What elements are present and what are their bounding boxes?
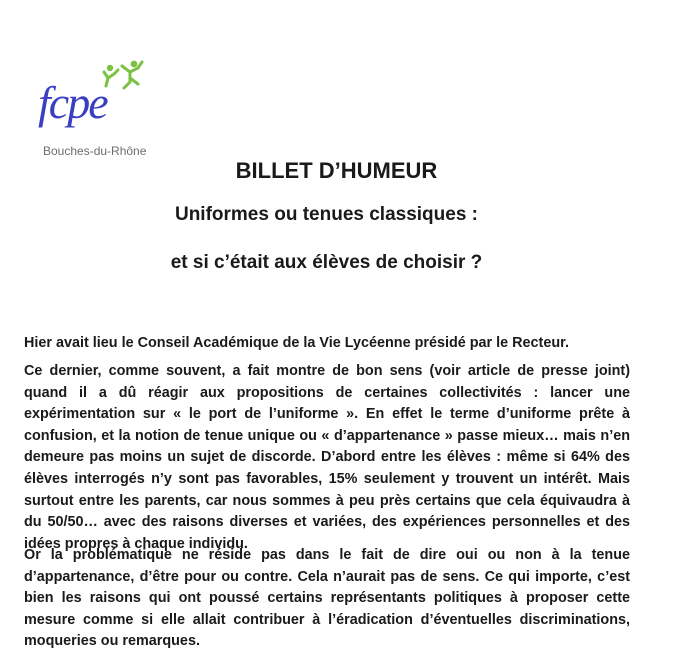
fcpe-logo-graphic xyxy=(38,56,178,146)
page-title: BILLET D’HUMEUR xyxy=(235,158,438,183)
page-subtitle-line1: Uniformes ou tenues classiques : xyxy=(174,204,479,225)
logo-wordmark: fcpe xyxy=(38,77,107,128)
logo-subtitle: Bouches-du-Rhône xyxy=(43,144,147,158)
paragraph-intro: Hier avait lieu le Conseil Académique de la Vie Lycéenne présidé par le Recteur. xyxy=(24,335,569,351)
fcpe-logo xyxy=(38,56,178,166)
people-celebrating-icon xyxy=(104,61,142,88)
paragraph-main: Ce dernier, comme souvent, a fait montre de bon sens (voir article de presse joint) quand il a dû réagir aux propositions de certaines collectivités : lancer une expérimentation sur « le port de l’uniforme ». En effet le terme d’uniforme prête à confusion, et la notion de tenue unique ou « d’appartenance » passe mieux… mais n’en demeure pas moins un sujet de discorde. D’abord entre les élèves : même si 64% des élèves interrogés n’y sont pas favorables, 15% seulement y trouvent un intérêt. Mais surtout entre les parents, car nous sommes à peu près certains que cela équivaudra à du 50/50… avec des raisons diverses et variées, des expériences personnelles et des idées propres à chaque individu. xyxy=(24,363,630,552)
paragraph-analysis: Or la problématique ne réside pas dans le fait de dire oui ou non à la tenue d’appartenance, d’être pour ou contre. Cela n’aurait pas de sens. Ce qui importe, c’est bien les raisons qui ont poussé certains représentants politiques à proposer cette mesure comme si elle allait contribuer à l’éradication d’éventuelles discriminations, moqueries ou remarques. xyxy=(24,547,630,650)
page-subtitle-line2: et si c’était aux élèves de choisir ? xyxy=(170,252,483,273)
